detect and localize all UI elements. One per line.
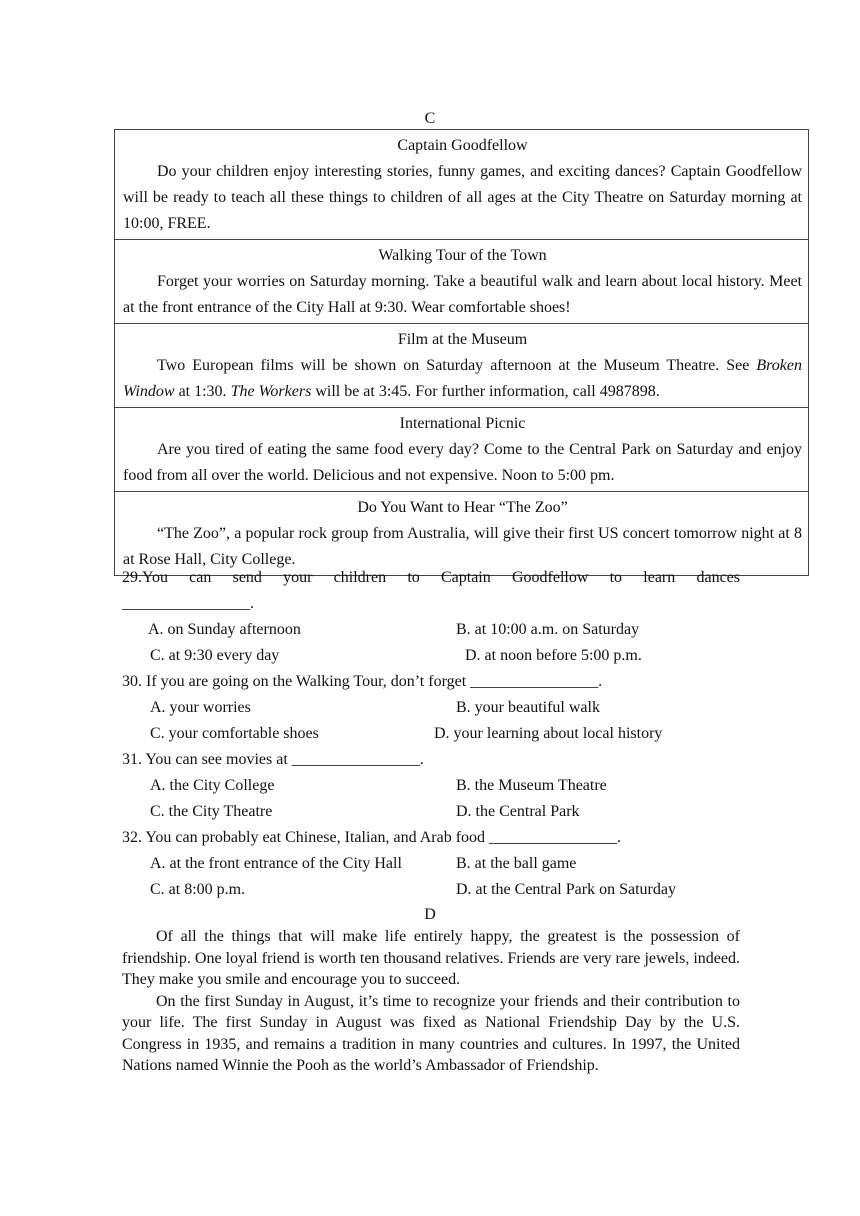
option-row [122, 799, 740, 825]
ad-body: “The Zoo”, a popular rock group from Australia, will give their first US concert tomorrow night at 8 at Rose Hall, City College. [123, 525, 802, 568]
option-row [122, 851, 740, 877]
question-list [122, 565, 740, 903]
ad-body: Do your children enjoy interesting stories, funny games, and exciting dances? Captain Goodfellow will be ready to teach all these things to children of all ages at the City Theatre on Saturday morning at 10:00, FREE. [123, 163, 802, 232]
ad-cell [115, 408, 809, 492]
reading-passage [122, 926, 740, 1077]
ad-title: Walking Tour of the Town [378, 247, 547, 264]
passage-paragraph: On the first Sunday in August, it’s time to recognize your friends and their contribution to your life. The first Sunday in August was fixed as National Friendship Day by the U.S. Congress in 1935, and remains a tradition in many countries and cultures. In 1997, the United Nations named Winnie the Pooh as the world’s Ambassador of Friendship. [122, 992, 740, 1074]
question-stem: 30. If you are going on the Walking Tour, don’t forget ________________. [122, 673, 603, 690]
option-c: C. your comfortable shoes [150, 725, 319, 742]
ad-title: Do You Want to Hear “The Zoo” [357, 499, 568, 516]
passage-paragraph: Of all the things that will make life entirely happy, the greatest is the possession of friendship. One loyal friend is worth ten thousand relatives. Friends are very rare jewels, indeed. They make you smile and encourage you to succeed. [122, 928, 740, 988]
ad-cell [115, 240, 809, 324]
ad-cell [115, 492, 809, 576]
option-b: B. your beautiful walk [456, 699, 600, 716]
ad-title: Captain Goodfellow [397, 137, 528, 154]
option-d: D. the Central Park [456, 803, 580, 820]
option-row [122, 773, 740, 799]
ad-row [115, 408, 809, 492]
option-b: B. at 10:00 a.m. on Saturday [456, 621, 640, 638]
ad-row [115, 492, 809, 576]
film-title: The Workers [230, 383, 312, 400]
option-row [122, 721, 740, 747]
ad-cell [115, 324, 809, 408]
question-blank: ________________. [122, 595, 254, 612]
option-row [122, 877, 740, 903]
option-c: C. the City Theatre [150, 803, 273, 820]
ad-text: Two European films will be shown on Saturday afternoon at the Museum Theatre. See [157, 357, 757, 374]
option-b: B. the Museum Theatre [456, 777, 607, 794]
ad-body [123, 353, 802, 405]
section-c-heading: C [424, 110, 436, 127]
ad-text: at 1:30. [174, 383, 231, 400]
option-a: A. your worries [150, 699, 251, 716]
option-d: D. at the Central Park on Saturday [456, 881, 676, 898]
question-stem: 32. You can probably eat Chinese, Italian, and Arab food ________________. [122, 829, 622, 846]
film-title: Broken Window [123, 357, 802, 400]
question-stem: 29.You can send your children to Captain Goodfellow to learn dances [122, 569, 740, 586]
option-a: A. at the front entrance of the City Hall [150, 855, 402, 872]
option-c: C. at 8:00 p.m. [150, 881, 246, 898]
option-a: A. on Sunday afternoon [148, 621, 301, 638]
option-row [122, 617, 740, 643]
ad-text: will be at 3:45. For further information, call 4987898. [311, 383, 660, 400]
ad-body: Are you tired of eating the same food every day? Come to the Central Park on Saturday and enjoy food from all over the world. Delicious and not expensive. Noon to 5:00 pm. [123, 441, 802, 484]
section-d-heading: D [424, 906, 436, 923]
ad-title: International Picnic [399, 415, 526, 432]
option-d: D. your learning about local history [434, 725, 663, 742]
ad-row [115, 324, 809, 408]
ad-title: Film at the Museum [397, 331, 528, 348]
ad-cell [115, 130, 809, 240]
option-c: C. at 9:30 every day [150, 647, 280, 664]
option-a: A. the City College [150, 777, 275, 794]
option-row [122, 695, 740, 721]
option-b: B. at the ball game [456, 855, 577, 872]
ad-row [115, 240, 809, 324]
option-row [122, 643, 740, 669]
ad-row [115, 130, 809, 240]
option-d: D. at noon before 5:00 p.m. [465, 647, 642, 664]
ads-table [114, 129, 809, 576]
question-stem: 31. You can see movies at ________________. [122, 751, 424, 768]
ad-body: Forget your worries on Saturday morning. Take a beautiful walk and learn about local history. Meet at the front entrance of the City Hall at 9:30. Wear comfortable shoes! [123, 273, 802, 316]
